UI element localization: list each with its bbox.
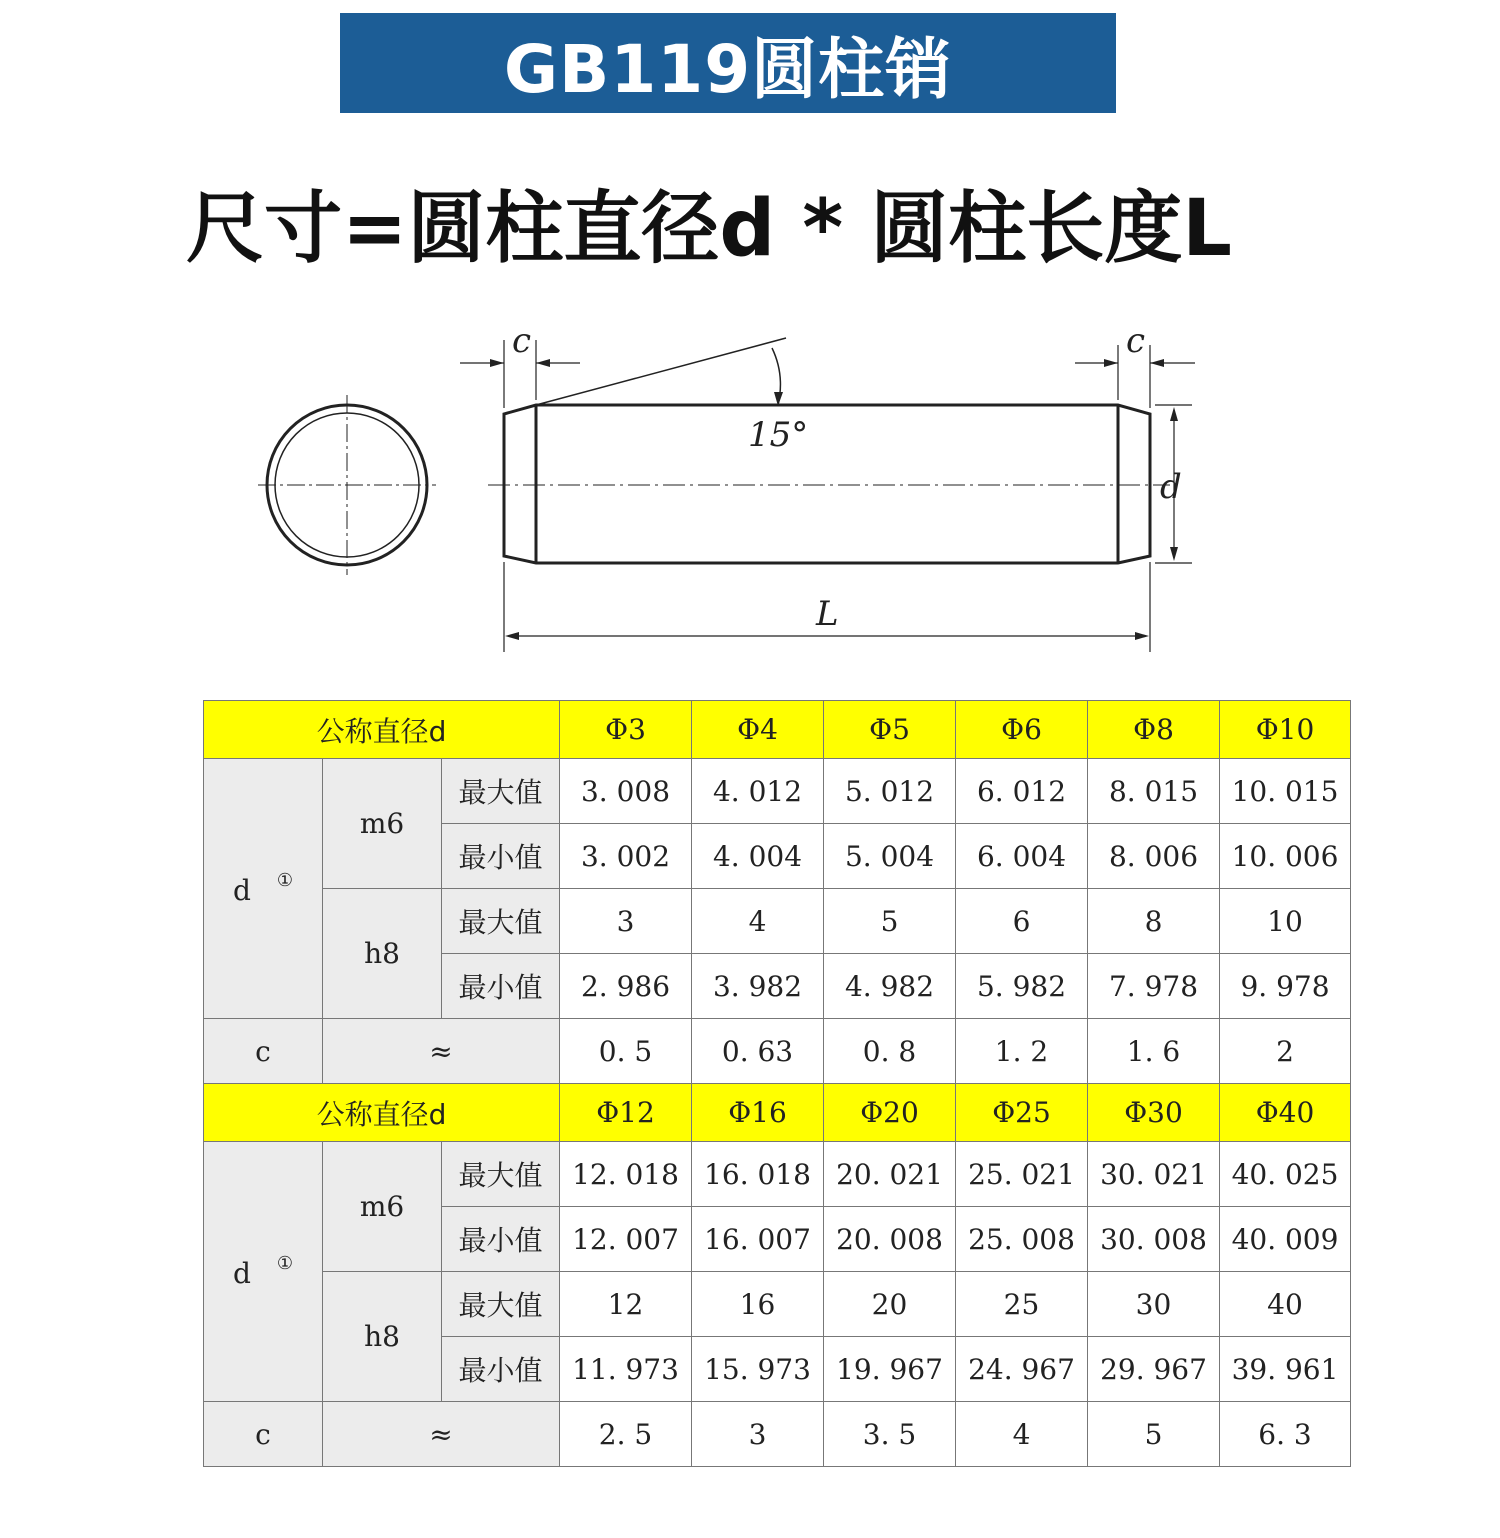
- value-cell: 4. 012: [692, 759, 824, 824]
- value-cell: 6. 012: [956, 759, 1088, 824]
- value-cell: 6. 3: [1220, 1402, 1351, 1467]
- value-cell: 0. 5: [560, 1019, 692, 1084]
- chamfer-label-left: c: [512, 321, 532, 361]
- value-cell: 25. 008: [956, 1207, 1088, 1272]
- value-cell: 4. 004: [692, 824, 824, 889]
- value-cell: 8. 006: [1088, 824, 1220, 889]
- approx-label: ≈: [323, 1402, 560, 1467]
- h8-label: h8: [323, 1272, 442, 1402]
- size-cell: Φ16: [692, 1084, 824, 1142]
- title-banner: [340, 13, 1116, 113]
- header-row: [204, 701, 1351, 759]
- size-cell: Φ4: [692, 701, 824, 759]
- value-cell: 40. 025: [1220, 1142, 1351, 1207]
- approx-label: ≈: [323, 1019, 560, 1084]
- value-cell: 2. 986: [560, 954, 692, 1019]
- value-cell: 3. 002: [560, 824, 692, 889]
- max-label: 最大值: [442, 759, 560, 824]
- value-cell: 40. 009: [1220, 1207, 1351, 1272]
- value-cell: 8: [1088, 889, 1220, 954]
- m6-label: m6: [323, 759, 442, 889]
- angle-leader: [536, 338, 786, 405]
- value-cell: 20. 008: [824, 1207, 956, 1272]
- size-cell: Φ10: [1220, 701, 1351, 759]
- value-cell: 10. 015: [1220, 759, 1351, 824]
- value-cell: 3: [692, 1402, 824, 1467]
- min-label: 最小值: [442, 824, 560, 889]
- table-row: [204, 1272, 1351, 1337]
- value-cell: 0. 63: [692, 1019, 824, 1084]
- h8-label: h8: [323, 889, 442, 1019]
- m6-label: m6: [323, 1142, 442, 1272]
- max-label: 最大值: [442, 1142, 560, 1207]
- pin-drawing: [0, 300, 1500, 680]
- value-cell: 25: [956, 1272, 1088, 1337]
- value-cell: 5: [1088, 1402, 1220, 1467]
- table-row: [204, 1402, 1351, 1467]
- pin-outline: [504, 405, 1150, 563]
- size-formula: 尺寸=圆柱直径d * 圆柱长度L: [186, 184, 1232, 274]
- value-cell: 4. 982: [824, 954, 956, 1019]
- value-cell: 6: [956, 889, 1088, 954]
- size-cell: Φ40: [1220, 1084, 1351, 1142]
- footnote-mark: ①: [276, 1253, 294, 1274]
- value-cell: 5. 982: [956, 954, 1088, 1019]
- value-cell: 3. 982: [692, 954, 824, 1019]
- size-cell: Φ20: [824, 1084, 956, 1142]
- size-cell: Φ3: [560, 701, 692, 759]
- size-cell: Φ30: [1088, 1084, 1220, 1142]
- value-cell: 40: [1220, 1272, 1351, 1337]
- chamfer-label-right: c: [1126, 321, 1146, 361]
- size-cell: Φ5: [824, 701, 956, 759]
- value-cell: 20. 021: [824, 1142, 956, 1207]
- c-label: c: [204, 1402, 323, 1467]
- value-cell: 4: [692, 889, 824, 954]
- value-cell: 10. 006: [1220, 824, 1351, 889]
- value-cell: 5: [824, 889, 956, 954]
- value-cell: 5. 012: [824, 759, 956, 824]
- value-cell: 16. 018: [692, 1142, 824, 1207]
- value-cell: 1. 2: [956, 1019, 1088, 1084]
- size-cell: Φ6: [956, 701, 1088, 759]
- header-row: [204, 1084, 1351, 1142]
- value-cell: 1. 6: [1088, 1019, 1220, 1084]
- length-label: L: [816, 594, 839, 634]
- value-cell: 30. 008: [1088, 1207, 1220, 1272]
- value-cell: 20: [824, 1272, 956, 1337]
- value-cell: 29. 967: [1088, 1337, 1220, 1402]
- value-cell: 30. 021: [1088, 1142, 1220, 1207]
- value-cell: 8. 015: [1088, 759, 1220, 824]
- table-row: [204, 1142, 1351, 1207]
- value-cell: 3. 5: [824, 1402, 956, 1467]
- table-block-1: [204, 701, 1351, 1084]
- diameter-label: d: [1160, 467, 1182, 507]
- value-cell: 24. 967: [956, 1337, 1088, 1402]
- value-cell: 5. 004: [824, 824, 956, 889]
- dimension-table: [203, 700, 1351, 1467]
- nominal-diameter-header: 公称直径d: [204, 701, 560, 759]
- table-row: [204, 759, 1351, 824]
- value-cell: 7. 978: [1088, 954, 1220, 1019]
- d-tolerance-label: d ①: [204, 759, 323, 1019]
- banner-title: GB119圆柱销: [503, 30, 953, 108]
- value-cell: 16: [692, 1272, 824, 1337]
- value-cell: 19. 967: [824, 1337, 956, 1402]
- min-label: 最小值: [442, 954, 560, 1019]
- value-cell: 12: [560, 1272, 692, 1337]
- value-cell: 4: [956, 1402, 1088, 1467]
- value-cell: 6. 004: [956, 824, 1088, 889]
- value-cell: 12. 007: [560, 1207, 692, 1272]
- footnote-mark: ①: [276, 870, 294, 891]
- min-label: 最小值: [442, 1337, 560, 1402]
- value-cell: 9. 978: [1220, 954, 1351, 1019]
- value-cell: 12. 018: [560, 1142, 692, 1207]
- value-cell: 16. 007: [692, 1207, 824, 1272]
- max-label: 最大值: [442, 889, 560, 954]
- value-cell: 2. 5: [560, 1402, 692, 1467]
- max-label: 最大值: [442, 1272, 560, 1337]
- size-cell: Φ25: [956, 1084, 1088, 1142]
- size-cell: Φ8: [1088, 701, 1220, 759]
- d-tolerance-label: d ①: [204, 1142, 323, 1402]
- angle-label: 15°: [748, 415, 809, 455]
- value-cell: 3. 008: [560, 759, 692, 824]
- value-cell: 30: [1088, 1272, 1220, 1337]
- min-label: 最小值: [442, 1207, 560, 1272]
- nominal-diameter-header: 公称直径d: [204, 1084, 560, 1142]
- value-cell: 3: [560, 889, 692, 954]
- c-label: c: [204, 1019, 323, 1084]
- value-cell: 10: [1220, 889, 1351, 954]
- value-cell: 39. 961: [1220, 1337, 1351, 1402]
- table-row: [204, 889, 1351, 954]
- table-block-2: [204, 1084, 1351, 1467]
- value-cell: 11. 973: [560, 1337, 692, 1402]
- size-cell: Φ12: [560, 1084, 692, 1142]
- value-cell: 2: [1220, 1019, 1351, 1084]
- value-cell: 15. 973: [692, 1337, 824, 1402]
- table-row: [204, 1019, 1351, 1084]
- value-cell: 25. 021: [956, 1142, 1088, 1207]
- value-cell: 0. 8: [824, 1019, 956, 1084]
